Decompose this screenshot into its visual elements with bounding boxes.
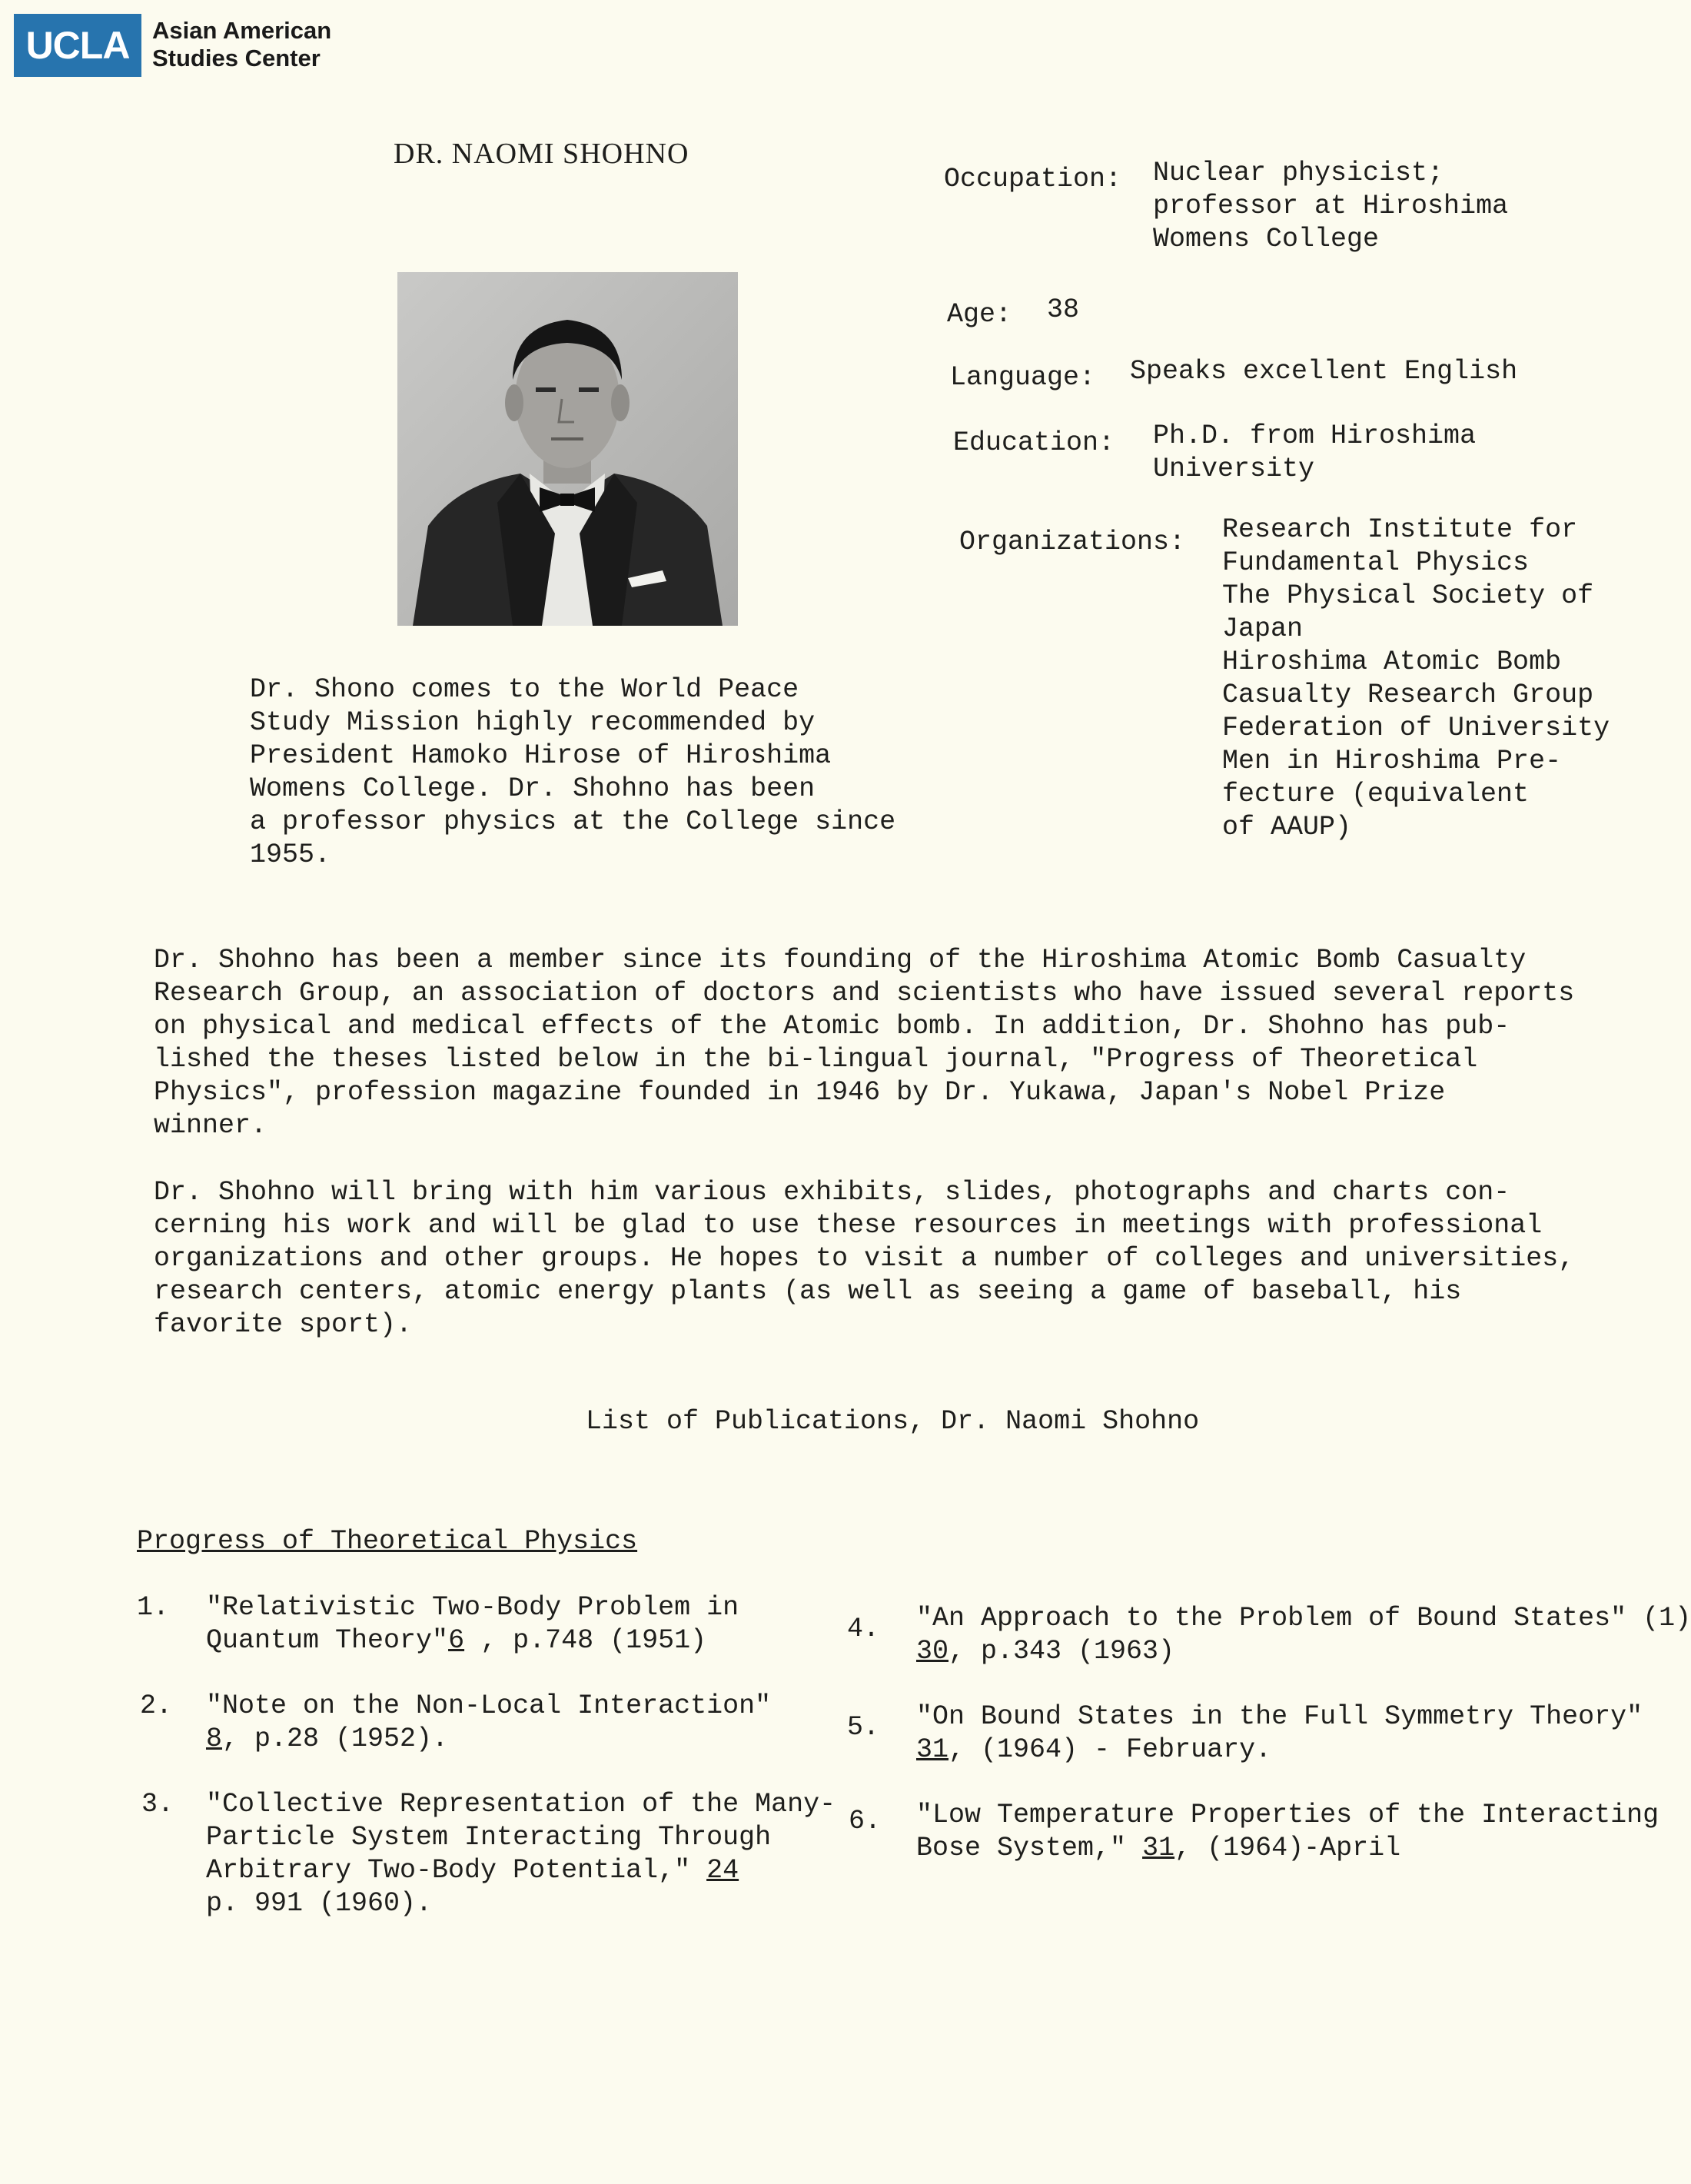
- paragraph-line: organizations and other groups. He hopes to visit a number of colleges and universities,: [154, 1243, 1575, 1274]
- organization-line: Japan: [1222, 613, 1304, 644]
- occupation-value: [1153, 157, 1508, 256]
- organizations-label: Organizations:: [959, 527, 1186, 557]
- pub-line: "Relativistic Two-Body Problem in: [206, 1592, 739, 1623]
- logo-text: [152, 17, 331, 72]
- organization-line: Men in Hiroshima Pre-: [1222, 746, 1562, 776]
- occupation-line: Nuclear physicist;: [1153, 158, 1444, 188]
- pub-line: "On Bound States in the Full Symmetry Theory": [916, 1701, 1643, 1732]
- pub-number: 1.: [137, 1592, 170, 1623]
- journal-heading: Progress of Theoretical Physics: [137, 1526, 638, 1557]
- pub-rest: , (1964)-April: [1174, 1833, 1401, 1863]
- pub-rest: , (1964) - February.: [948, 1734, 1272, 1765]
- pub-line: Arbitrary Two-Body Potential,": [206, 1855, 707, 1886]
- logo-line-1: Asian American: [152, 17, 332, 44]
- pub-line: Bose System,": [916, 1833, 1143, 1863]
- caption-line: 1955.: [250, 839, 331, 870]
- organization-line: Casualty Research Group: [1222, 680, 1594, 710]
- caption-line: President Hamoko Hirose of Hiroshima: [250, 740, 832, 771]
- bio-paragraph-1: [154, 944, 1574, 1142]
- organization-line: Hiroshima Atomic Bomb: [1222, 647, 1562, 677]
- bio-paragraph-2: [154, 1176, 1574, 1341]
- paragraph-line: research centers, atomic energy plants (as well as seeing a game of baseball, his: [154, 1276, 1462, 1307]
- pub-rest: , p.343 (1963): [948, 1636, 1175, 1667]
- education-line: University: [1153, 454, 1315, 484]
- publication-item: [916, 1602, 1691, 1668]
- logo-mark: UCLA: [25, 24, 130, 67]
- paragraph-line: cerning his work and will be glad to use these resources in meetings with professional: [154, 1210, 1543, 1241]
- publication-item: [916, 1700, 1643, 1767]
- occupation-label: Occupation:: [944, 164, 1122, 194]
- age-value: 38: [1047, 294, 1080, 325]
- education-line: Ph.D. from Hiroshima: [1153, 421, 1477, 451]
- paragraph-line: Physics", profession magazine founded in 1946 by Dr. Yukawa, Japan's Nobel Prize: [154, 1077, 1446, 1108]
- pub-number: 6.: [849, 1806, 882, 1837]
- organization-line: fecture (equivalent: [1222, 779, 1530, 809]
- paragraph-line: favorite sport).: [154, 1309, 413, 1340]
- language-value: Speaks excellent English: [1130, 356, 1518, 387]
- pub-line: "An Approach to the Problem of Bound States" (1): [916, 1603, 1691, 1634]
- organization-line: Research Institute for: [1222, 514, 1578, 545]
- publication-item: [206, 1591, 739, 1657]
- pub-volume: 31: [1142, 1833, 1175, 1863]
- paragraph-line: winner.: [154, 1110, 267, 1141]
- pub-number: 4.: [847, 1614, 880, 1644]
- paragraph-line: Dr. Shohno will bring with him various exhibits, slides, photographs and charts con-: [154, 1177, 1510, 1208]
- publication-item: [916, 1799, 1659, 1865]
- pub-volume: 6: [448, 1625, 465, 1656]
- paragraph-line: Dr. Shohno has been a member since its founding of the Hiroshima Atomic Bomb Casualty: [154, 945, 1527, 976]
- language-label: Language:: [950, 362, 1096, 393]
- pub-line: p. 991 (1960).: [206, 1888, 433, 1919]
- pub-line: Quantum Theory": [206, 1625, 449, 1656]
- portrait-photo: [397, 272, 738, 626]
- paragraph-line: Research Group, an association of doctors and scientists who have issued several reports: [154, 978, 1575, 1009]
- organization-line: Fundamental Physics: [1222, 547, 1530, 578]
- portrait-image: [397, 272, 738, 626]
- ucla-logo: [14, 14, 141, 77]
- pub-line: "Collective Representation of the Many-: [206, 1789, 836, 1820]
- pub-number: 2.: [140, 1690, 173, 1721]
- publications-heading: List of Publications, Dr. Naomi Shohno: [586, 1406, 1200, 1437]
- pub-volume: 30: [916, 1636, 949, 1667]
- paragraph-line: lished the theses listed below in the bi-lingual journal, "Progress of Theoretical: [154, 1044, 1478, 1075]
- paragraph-line: on physical and medical effects of the Atomic bomb. In addition, Dr. Shohno has pub-: [154, 1011, 1510, 1042]
- organizations-value: [1222, 514, 1610, 844]
- caption-line: Dr. Shono comes to the World Peace: [250, 674, 799, 705]
- pub-volume: 31: [916, 1734, 949, 1765]
- organization-line: Federation of University: [1222, 713, 1610, 743]
- pub-volume: 24: [706, 1855, 739, 1886]
- caption-line: Womens College. Dr. Shohno has been: [250, 773, 816, 804]
- organization-line: The Physical Society of: [1222, 580, 1594, 611]
- caption-line: a professor physics at the College since: [250, 806, 896, 837]
- education-value: [1153, 420, 1476, 486]
- organization-line: of AAUP): [1222, 812, 1352, 843]
- pub-line: "Note on the Non-Local Interaction": [206, 1690, 772, 1721]
- pub-volume: 8: [206, 1724, 223, 1754]
- logo-line-2: Studies Center: [152, 45, 321, 71]
- photo-caption: [250, 673, 895, 872]
- pub-rest: , p.28 (1952).: [222, 1724, 449, 1754]
- publication-item: [206, 1690, 771, 1756]
- pub-number: 5.: [847, 1712, 880, 1743]
- pub-line: "Low Temperature Properties of the Interacting: [916, 1800, 1659, 1830]
- occupation-line: Womens College: [1153, 224, 1380, 254]
- age-label: Age:: [947, 299, 1012, 330]
- publication-item: [206, 1788, 836, 1920]
- pub-line: Particle System Interacting Through: [206, 1822, 772, 1853]
- pub-rest: , p.748 (1951): [464, 1625, 707, 1656]
- caption-line: Study Mission highly recommended by: [250, 707, 816, 738]
- occupation-line: professor at Hiroshima: [1153, 191, 1509, 221]
- page-title: DR. NAOMI SHOHNO: [394, 138, 689, 170]
- education-label: Education:: [953, 427, 1115, 458]
- pub-number: 3.: [141, 1789, 174, 1820]
